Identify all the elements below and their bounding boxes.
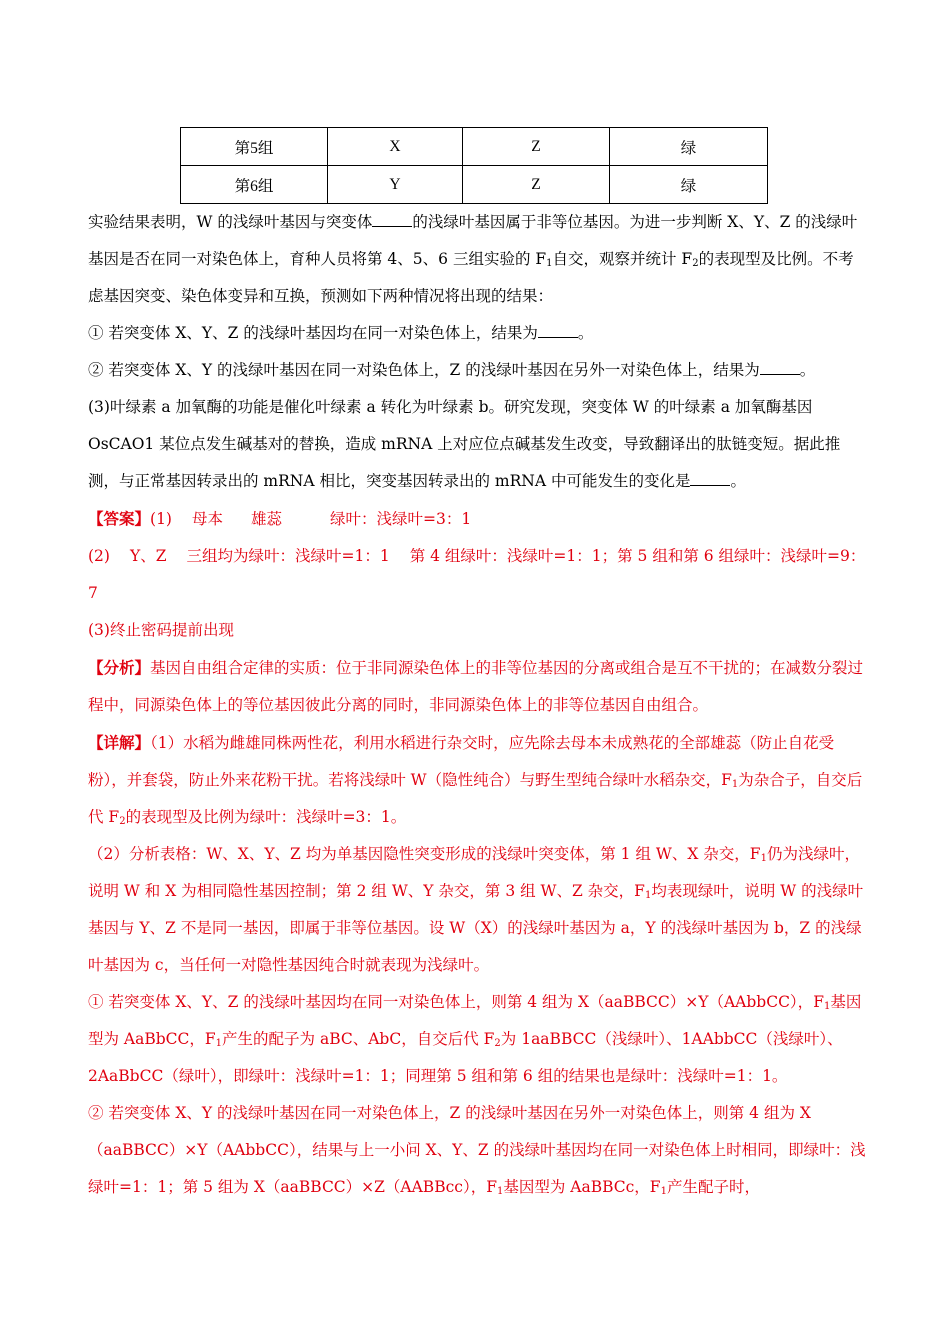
subscript: 1 [546,258,553,269]
answer-line-1 [88,500,866,538]
answer-blank [690,471,730,486]
text: 仍为浅绿叶，说明 W 和 X 为相同隐性基因控制；第 2 组 W、Y 杂交，第 3 组 W、Z 杂交，F [88,845,860,900]
text: 的表现型及比例。不考虑基因突变、染色体变异和互换，预测如下两种情况将出现的结果： [88,250,854,305]
text: (3)终止密码提前出现 [88,621,234,639]
answer-blank [538,323,578,338]
question-part-3 [88,389,866,500]
detail-tag: 【详解】 [88,733,151,752]
table-cell: 绿 [610,128,768,166]
text: 的表现型及比例为绿叶：浅绿叶=3：1。 [125,808,407,826]
text: 基因型为 AaBbCC，F [88,993,862,1048]
text: ② 若突变体 X、Y 的浅绿叶基因在同一对染色体上，Z 的浅绿叶基因在另外一对染色体上，则第 4 组为 X（aaBBCC）×Y（AAbbCC），结果与上一小问 X、Y、Z 的浅绿叶基因均在同一对染色体上时相同，即绿叶：浅绿叶=1：1；第 5 组为 X（aaBBCC）×Z（AABBcc），F [88,1104,866,1196]
detail-paragraph-3 [88,984,866,1095]
text: 产生配子时， [666,1178,760,1196]
text: 的浅绿叶基因属于非等位基因。为进一步判断 X、Y、Z 的浅绿叶基因是否在同一对染色体上，育种人员将第 4、5、6 三组实验的 F [88,213,858,268]
text: 为杂合子，自交后代 F [88,771,863,826]
text: 。 [577,324,594,342]
answer-line-2 [88,538,866,612]
subscript: 2 [692,258,699,269]
table-row [181,166,768,204]
text: 产生的配子为 aBC、AbC，自交后代 F [222,1030,495,1048]
subscript: 1 [215,1038,223,1049]
answer-tag: 【答案】 [88,509,151,528]
text: 。 [799,361,816,379]
text: 雄蕊 [251,510,283,528]
question-paragraph [88,204,866,315]
text: 实验结果表明，W 的浅绿叶基因与突变体 [88,213,373,231]
subscript: 1 [496,1186,504,1197]
analysis-paragraph [88,649,866,724]
detail-paragraph-2 [88,836,866,984]
subscript: 1 [760,853,767,864]
text: 为 1aaBBCC（浅绿叶）、1AAbbCC（浅绿叶）、2AaBbCC（绿叶），即绿叶：浅绿叶=1：1；同理第 5 组和第 6 组的结果也是绿叶：浅绿叶=1：1。 [88,1030,843,1085]
answer-blank [760,360,800,375]
results-table [180,127,768,204]
subscript: 2 [119,816,126,827]
text: ① 若突变体 X、Y、Z 的浅绿叶基因均在同一对染色体上，则第 4 组为 X（aaBBCC）×Y（AAbbCC），F [88,993,824,1011]
document-body [88,204,866,1206]
question-item-2 [88,352,866,389]
text: (3)叶绿素 a 加氧酶的功能是催化叶绿素 a 转化为叶绿素 b。研究发现，突变体 W 的叶绿素 a 加氧酶基因 OsCAO1 某位点发生碱基对的替换，造成 mRNA 上对应位点碱基发生改变，导致翻译出的肽链变短。据此推测，与正常基因转录出的 mRNA 相比，突变基因转录出的 mRNA 中可能发生的变化是 [88,398,841,490]
answer-line-3 [88,612,866,649]
text: 三组均为绿叶：浅绿叶=1：1 [186,547,390,565]
detail-paragraph-4 [88,1095,866,1206]
table-cell: 绿 [610,166,768,204]
text: 。 [730,472,746,490]
text: (2) [88,547,110,565]
answer-blank [372,212,412,227]
question-item-1 [88,315,866,352]
table-cell: 第6组 [181,166,328,204]
analysis-tag: 【分析】 [88,658,151,677]
text: 基因自由组合定律的实质：位于非同源染色体上的非等位基因的分离或组合是互不干扰的；在减数分裂过程中，同源染色体上的等位基因彼此分离的同时，非同源染色体上的非等位基因自由组合。 [88,659,864,714]
subscript: 1 [823,1001,831,1012]
text: Y、Z [129,547,167,565]
text: ② 若突变体 X、Y 的浅绿叶基因在同一对染色体上，Z 的浅绿叶基因在另外一对染色体上，结果为 [88,361,760,379]
text: 自交，观察并统计 F [552,250,693,268]
text: 绿叶：浅绿叶=3：1 [330,510,472,528]
subscript: 2 [494,1038,501,1049]
table-cell: Y [328,166,463,204]
text: （1）水稻为雌雄同株两性花，利用水稻进行杂交时，应先除去母本未成熟花的全部雄蕊（防止自花受粉），并套袋，防止外来花粉干扰。若将浅绿叶 W（隐性纯合）与野生型纯合绿叶水稻杂交，F [88,734,835,789]
table-cell: Z [463,128,610,166]
text: （2）分析表格：W、X、Y、Z 均为单基因隐性突变形成的浅绿叶突变体，第 1 组 W、X 杂交，F [88,845,761,863]
text: (1) [150,510,172,528]
subscript: 1 [731,779,739,790]
table-cell: Z [463,166,610,204]
text: 母本 [191,510,223,528]
subscript: 1 [660,1186,667,1197]
table-cell: X [328,128,463,166]
subscript: 1 [644,890,652,901]
text: 基因型为 AaBBCc，F [503,1178,661,1196]
text: ① 若突变体 X、Y、Z 的浅绿叶基因均在同一对染色体上，结果为 [88,324,538,342]
detail-paragraph-1 [88,724,866,836]
table-row [181,128,768,166]
text: 均表现绿叶，说明 W 的浅绿叶基因与 Y、Z 不是同一基因，即属于非等位基因。设 W（X）的浅绿叶基因为 a，Y 的浅绿叶基因为 b，Z 的浅绿叶基因为 c，当任何一对隐性基因纯合时就表现为浅绿叶。 [88,882,864,974]
table-cell: 第5组 [181,128,328,166]
text: 第 4 组绿叶：浅绿叶=1：1；第 5 组和第 6 组绿叶：浅绿叶=9：7 [88,547,866,602]
